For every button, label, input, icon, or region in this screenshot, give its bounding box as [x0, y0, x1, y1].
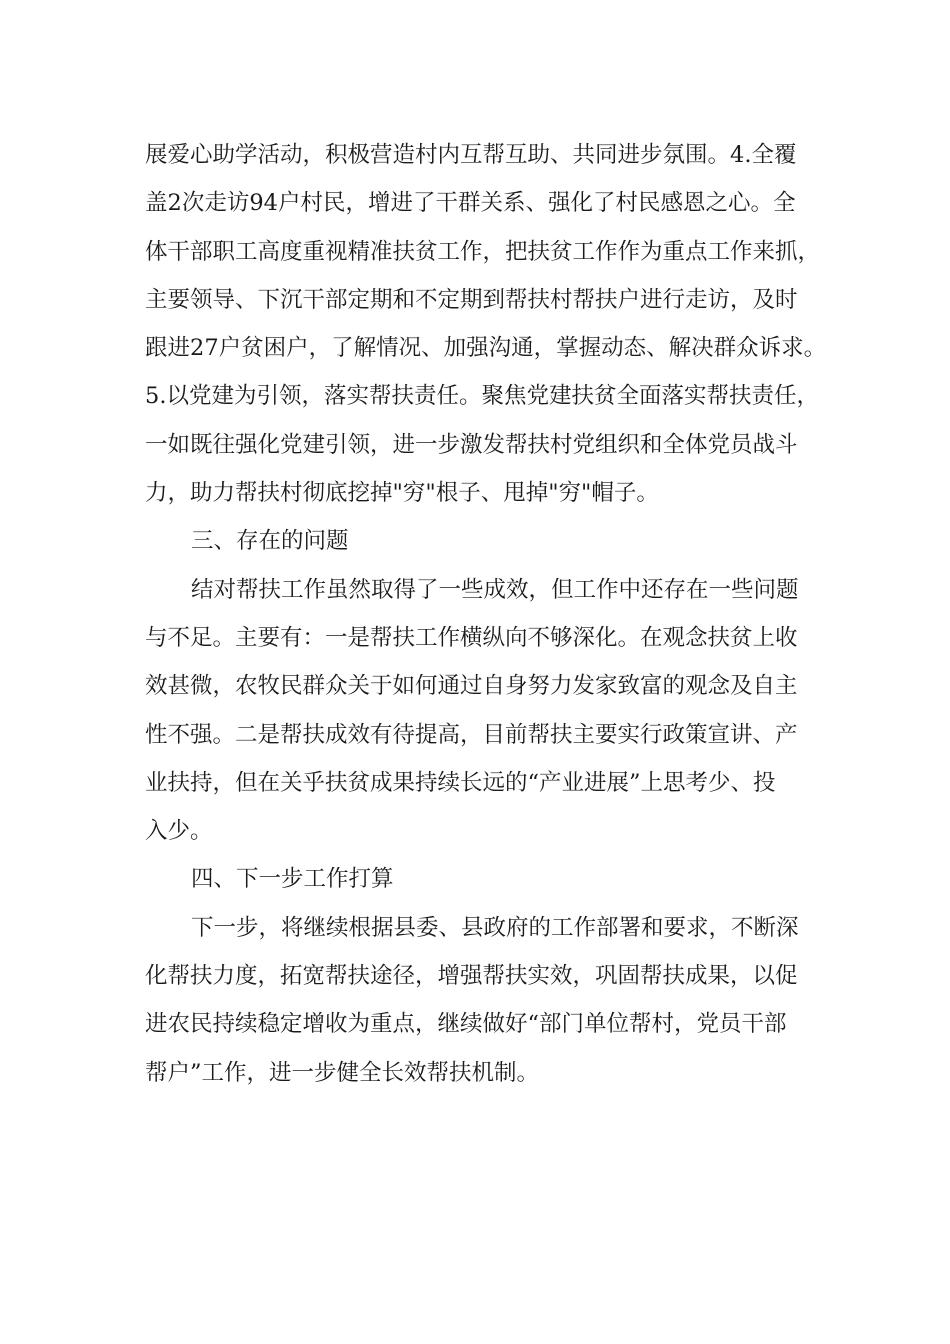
- document-body: [145, 131, 830, 1097]
- body-line: 跟进27户贫困户，了解情况、加强沟通，掌握动态、解决群众诉求。: [145, 335, 827, 362]
- body-line: 与不足。主要有：一是帮扶工作横纵向不够深化。在观念扶贫上收: [145, 624, 798, 651]
- paragraph-first-line: 下一步，将继续根据县委、县政府的工作部署和要求，不断深: [191, 914, 799, 941]
- body-line: 进农民持续稳定增收为重点，继续做好“部门单位帮村，党员干部: [145, 1011, 787, 1038]
- body-line: 化帮扶力度，拓宽帮扶途径，增强帮扶实效，巩固帮扶成果，以促: [145, 963, 798, 990]
- section-heading: 三、存在的问题: [191, 528, 349, 555]
- body-line: 帮户”工作，进一步健全长效帮扶机制。: [145, 1059, 540, 1086]
- body-line: 体干部职工高度重视精准扶贫工作，把扶贫工作作为重点工作来抓，: [145, 238, 821, 265]
- body-line: 力，助力帮扶村彻底挖掉"穷"根子、甩掉"穷"帽子。: [145, 480, 659, 507]
- body-line: 一如既往强化党建引领，进一步激发帮扶村党组织和全体党员战斗: [145, 431, 798, 458]
- body-line: 入少。: [145, 818, 213, 845]
- body-line: 业扶持，但在关乎扶贫成果持续长远的“产业进展”上思考少、投: [145, 769, 776, 796]
- body-line: 性不强。二是帮扶成效有待提高，目前帮扶主要实行政策宣讲、产: [145, 721, 798, 748]
- body-line: 盖2次走访94户村民，增进了干群关系、强化了村民感恩之心。全: [145, 190, 796, 217]
- body-line: 展爱心助学活动，积极营造村内互帮互助、共同进步氛围。4.全覆: [145, 142, 797, 168]
- body-line: 主要领导、下沉干部定期和不定期到帮扶村帮扶户进行走访，及时: [145, 286, 798, 313]
- body-line: 效甚微，农牧民群众关于如何通过自身努力发家致富的观念及自主: [145, 673, 798, 700]
- section-heading: 四、下一步工作打算: [191, 866, 394, 893]
- body-line: 5.以党建为引领，落实帮扶责任。聚焦党建扶贫全面落实帮扶责任，: [145, 383, 819, 410]
- paragraph-first-line: 结对帮扶工作虽然取得了一些成效，但工作中还存在一些问题: [191, 576, 799, 603]
